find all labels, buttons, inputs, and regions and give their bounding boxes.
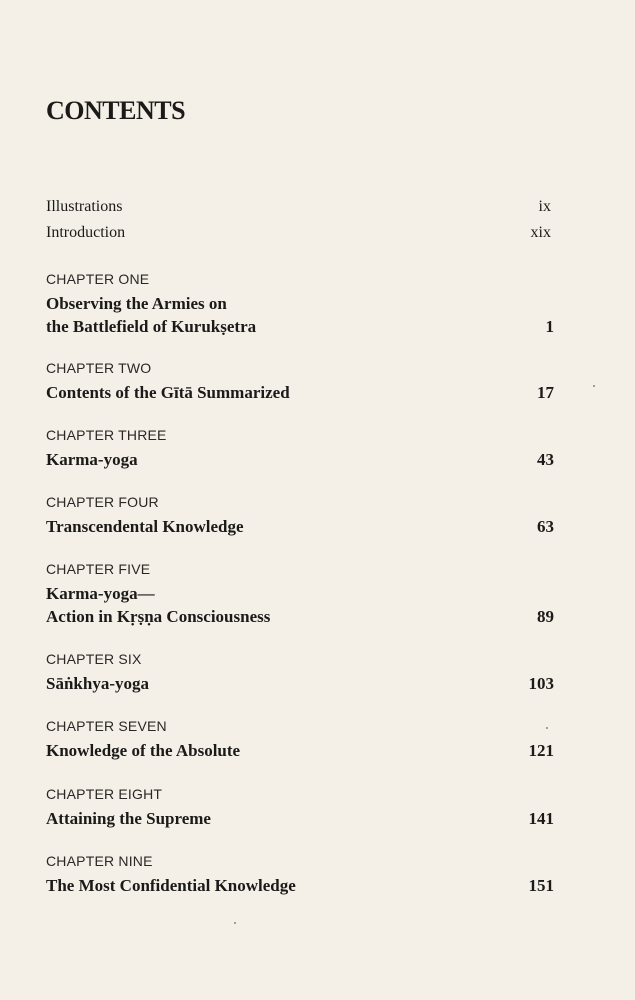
chapter-page: 151 bbox=[528, 876, 554, 895]
toc-chapter-five[interactable] bbox=[46, 560, 554, 628]
toc-chapter-seven[interactable] bbox=[46, 717, 554, 762]
entry-page: xix bbox=[530, 224, 551, 241]
chapter-title: Knowledge of the Absolute bbox=[46, 741, 241, 760]
chapter-title: Transcendental Knowledge bbox=[46, 517, 244, 536]
toc-chapter-eight[interactable] bbox=[46, 785, 554, 830]
toc-entry-introduction[interactable] bbox=[46, 224, 551, 242]
chapter-title: Contents of the Gītā Summarized bbox=[46, 383, 290, 402]
chapter-page: 141 bbox=[528, 809, 554, 828]
chapter-title: Attaining the Supreme bbox=[46, 809, 211, 828]
toc-chapter-four[interactable] bbox=[46, 493, 554, 538]
chapter-label: CHAPTER EIGHT bbox=[46, 786, 163, 802]
entry-page: ix bbox=[538, 198, 551, 215]
paper-speck bbox=[234, 922, 236, 924]
chapter-page: 103 bbox=[528, 674, 554, 693]
chapter-title: The Most Confidential Knowledge bbox=[46, 876, 296, 895]
toc-chapter-two[interactable] bbox=[46, 359, 554, 404]
chapter-label: CHAPTER NINE bbox=[46, 853, 153, 869]
chapter-label: CHAPTER FIVE bbox=[46, 561, 151, 577]
paper-speck bbox=[546, 727, 548, 729]
toc-chapter-six[interactable] bbox=[46, 650, 554, 695]
entry-title: Introduction bbox=[46, 224, 126, 241]
paper-speck bbox=[593, 385, 595, 387]
chapter-page: 63 bbox=[537, 517, 554, 536]
toc-entry-illustrations[interactable] bbox=[46, 198, 551, 216]
chapter-label: CHAPTER ONE bbox=[46, 271, 150, 287]
chapter-title: Karma-yoga— Action in Kṛṣṇa Consciousness bbox=[46, 584, 271, 626]
chapter-label: CHAPTER FOUR bbox=[46, 494, 159, 510]
chapter-label: CHAPTER TWO bbox=[46, 360, 152, 376]
chapter-page: 43 bbox=[537, 450, 554, 469]
toc-chapter-one[interactable] bbox=[46, 270, 554, 338]
toc-chapter-nine[interactable] bbox=[46, 852, 554, 897]
chapter-label: CHAPTER SEVEN bbox=[46, 718, 167, 734]
toc-chapter-three[interactable] bbox=[46, 426, 554, 471]
chapter-title: Karma-yoga bbox=[46, 450, 138, 469]
chapter-page: 89 bbox=[537, 607, 554, 626]
chapter-title: Observing the Armies on the Battlefield of Kurukṣetra bbox=[46, 294, 257, 336]
chapter-page: 121 bbox=[528, 741, 554, 760]
chapter-page: 17 bbox=[537, 383, 554, 402]
chapter-label: CHAPTER THREE bbox=[46, 427, 167, 443]
chapter-label: CHAPTER SIX bbox=[46, 651, 142, 667]
entry-title: Illustrations bbox=[46, 198, 123, 215]
chapter-page: 1 bbox=[545, 317, 554, 336]
page-title: CONTENTS bbox=[46, 96, 186, 125]
chapter-title: Sāṅkhya-yoga bbox=[46, 674, 149, 693]
